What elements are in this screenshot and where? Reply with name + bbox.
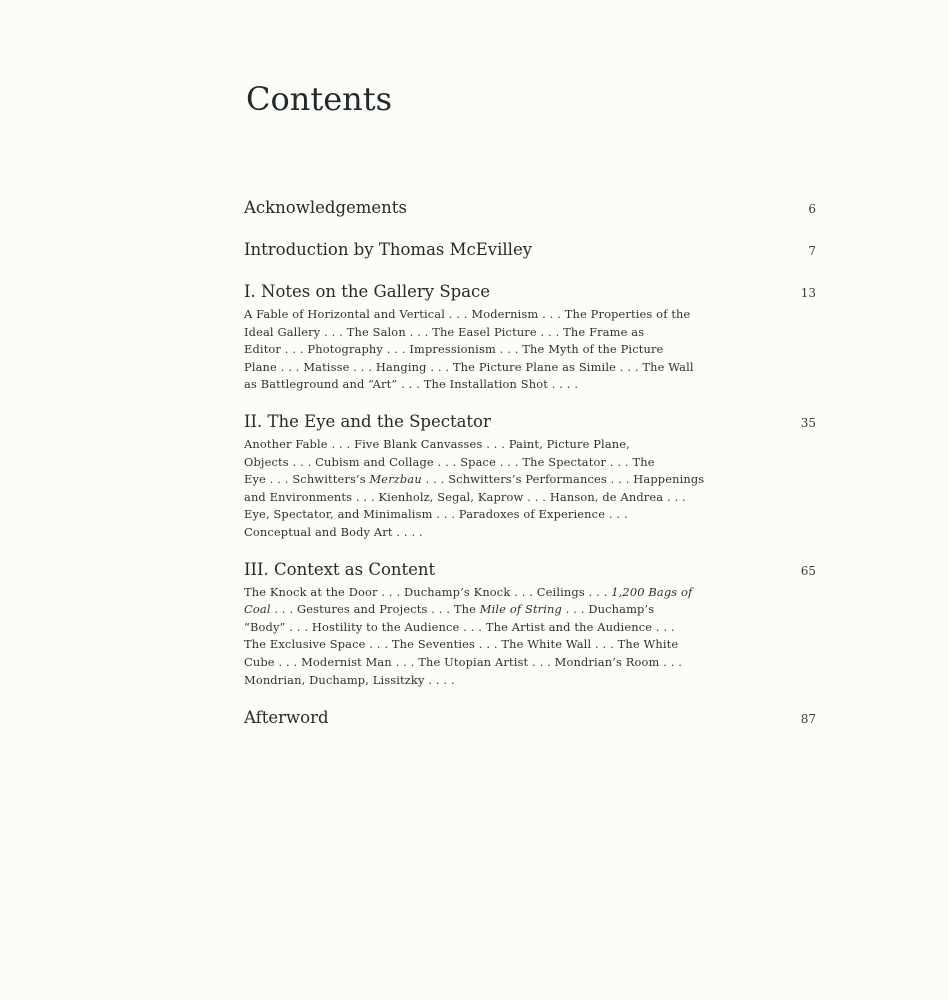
page-title: Contents <box>246 80 393 118</box>
toc-page-number: 6 <box>808 202 816 216</box>
toc-entry-title[interactable]: III. Context as Content <box>244 559 436 579</box>
subtopics-line: Another Fable . . . Five Blank Canvasses . . . Paint, Picture Plane, <box>244 436 630 451</box>
subtopics-text: . . . Gestures and Projects . . . The <box>270 602 480 617</box>
toc-entry-header <box>244 560 818 579</box>
chapter-subtopics <box>244 584 734 690</box>
toc-page-number: 87 <box>800 712 816 727</box>
toc-entry-chapter-3[interactable] <box>244 560 818 690</box>
artwork-title-italic: 1,200 Bags of <box>611 584 693 599</box>
toc-entry-header <box>244 282 818 301</box>
subtopics-line: Conceptual and Body Art . . . . <box>244 524 423 539</box>
toc-entry-header <box>244 708 818 727</box>
toc-page-number: 13 <box>800 286 816 300</box>
toc-entry-chapter-2[interactable] <box>244 412 818 542</box>
subtopics-line: The Exclusive Space . . . The Seventies . . . The White Wall . . . The White <box>244 637 679 652</box>
subtopics-line: A Fable of Horizontal and Vertical . . . Modernism . . . The Properties of the <box>244 307 691 321</box>
toc-entry-afterword[interactable] <box>244 708 818 727</box>
subtopics-line: as Battleground and “Art” . . . The Installation Shot . . . . <box>244 377 579 392</box>
artwork-title-italic: Mile of String <box>479 602 562 617</box>
toc-entry-title[interactable]: Afterword <box>244 708 329 728</box>
toc-entry-header <box>244 240 818 259</box>
subtopics-line <box>244 584 734 602</box>
toc-entry-title[interactable]: Acknowledgements <box>244 198 407 217</box>
subtopics-line: Objects . . . Cubism and Collage . . . Space . . . The Spectator . . . The <box>244 454 655 469</box>
toc-entry-header <box>244 198 818 217</box>
subtopics-line: Ideal Gallery . . . The Salon . . . The Easel Picture . . . The Frame as <box>244 324 645 339</box>
toc-entry-title[interactable]: I. Notes on the Gallery Space <box>244 282 491 301</box>
subtopics-text: Eye . . . Schwitters’s <box>244 472 370 487</box>
subtopics-line: Eye, Spectator, and Minimalism . . . Paradoxes of Experience . . . <box>244 507 628 522</box>
artwork-title-italic: Coal <box>244 602 271 617</box>
subtopics-line: Cube . . . Modernist Man . . . The Utopian Artist . . . Mondrian’s Room . . . <box>244 654 683 669</box>
table-of-contents <box>244 198 818 727</box>
chapter-subtopics <box>244 436 734 542</box>
subtopics-line <box>244 601 734 619</box>
subtopics-line <box>244 471 734 489</box>
toc-entry-title[interactable]: Introduction by Thomas McEvilley <box>244 240 533 259</box>
subtopics-line: and Environments . . . Kienholz, Segal, Kaprow . . . Hanson, de Andrea . . . <box>244 489 686 504</box>
toc-entry-chapter-1[interactable] <box>244 282 818 394</box>
subtopics-text: . . . Schwitters’s Performances . . . Happenings <box>421 472 705 487</box>
toc-entry-acknowledgements[interactable] <box>244 198 818 217</box>
subtopics-line: “Body” . . . Hostility to the Audience . . . The Artist and the Audience . . . <box>244 619 675 634</box>
subtopics-line: Plane . . . Matisse . . . Hanging . . . The Picture Plane as Simile . . . The Wall <box>244 359 694 374</box>
artwork-title-italic: Merzbau <box>369 472 422 487</box>
toc-entry-header <box>244 412 818 431</box>
subtopics-text: . . . Duchamp’s <box>561 602 655 617</box>
toc-page-number: 35 <box>800 415 816 430</box>
subtopics-text: The Knock at the Door . . . Duchamp’s Knock . . . Ceilings . . . <box>244 584 612 599</box>
toc-entry-introduction[interactable] <box>244 240 818 259</box>
subtopics-line: Editor . . . Photography . . . Impressionism . . . The Myth of the Picture <box>244 342 664 357</box>
chapter-subtopics <box>244 306 734 394</box>
subtopics-line: Mondrian, Duchamp, Lissitzky . . . . <box>244 672 455 687</box>
toc-entry-title[interactable]: II. The Eye and the Spectator <box>244 411 491 431</box>
toc-page-number: 65 <box>800 563 816 578</box>
toc-page-number: 7 <box>808 244 816 258</box>
